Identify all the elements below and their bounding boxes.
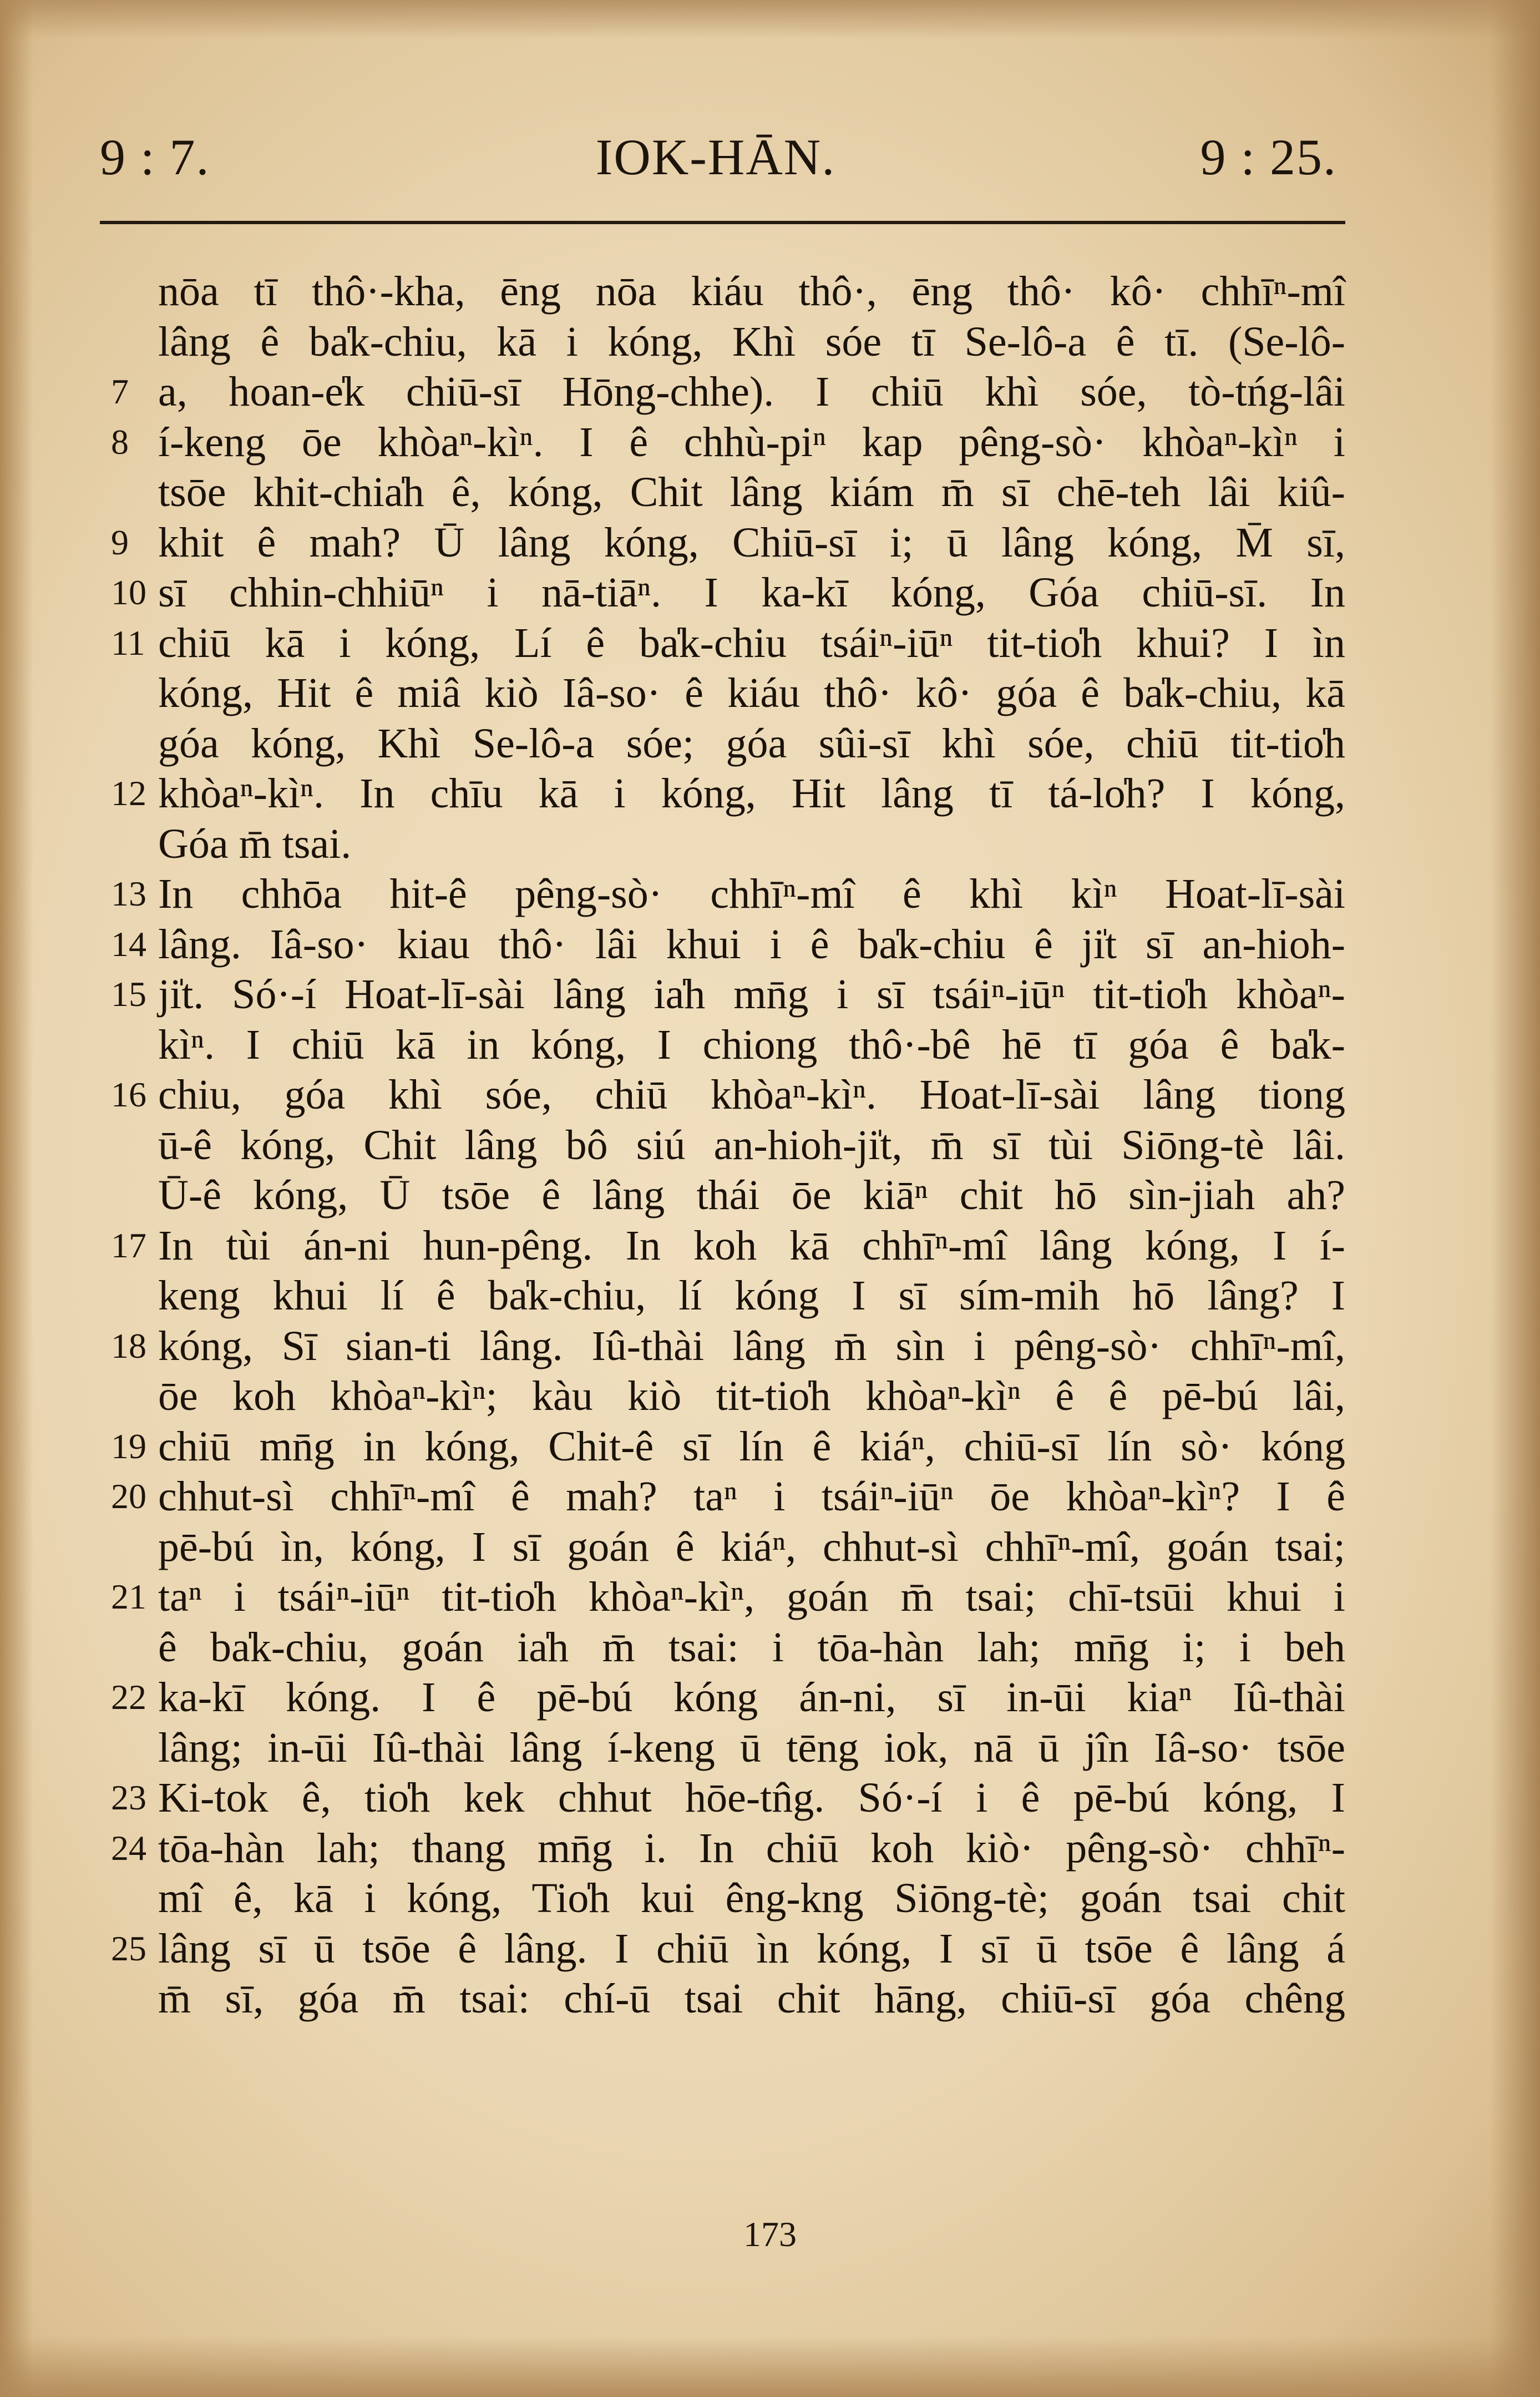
header-chapter-verse-end: 9 : 25. <box>1200 129 1337 185</box>
header-rule <box>100 221 1345 224</box>
text-line: chiū mn̄g in kóng, Chit-ê sī lín ê kiáⁿ, chiū-sī lín sò· kóng <box>158 1423 1345 1470</box>
text-line: chiū kā i kóng, Lí ê ba̍k-chiu tsáiⁿ-iūⁿ tit-tio̍h khui? I ìn <box>158 619 1345 666</box>
text-line: taⁿ i tsáiⁿ-iūⁿ tit-tio̍h khòaⁿ-kìⁿ, goán m̄ tsai; chī-tsūi khui i <box>158 1574 1345 1620</box>
verse-number: 21 <box>111 1577 146 1616</box>
scripture-text <box>158 266 1345 2024</box>
text-line: Ū-ê kóng, Ū tsōe ê lâng thái ōe kiāⁿ chit hō sìn-jiah ah? <box>158 1172 1345 1218</box>
header-book-title: IOK-HĀN. <box>595 129 836 185</box>
verse-number: 13 <box>111 874 146 913</box>
page-edge-shadow-right <box>1490 0 1540 2397</box>
header-chapter-verse-start: 9 : 7. <box>100 129 210 185</box>
text-line: kìⁿ. I chiū kā in kóng, I chiong thô·-bê hē tī góa ê ba̍k- <box>158 1021 1345 1068</box>
page-edge-shadow-left <box>0 0 33 2397</box>
verse-number: 10 <box>111 573 146 612</box>
verse-number: 25 <box>111 1928 146 1968</box>
verse-number: 12 <box>111 773 146 813</box>
text-line: í-keng ōe khòaⁿ-kìⁿ. I ê chhù-piⁿ kap pêng-sò· khòaⁿ-kìⁿ i <box>158 418 1345 466</box>
text-line: chiu, góa khì sóe, chiū khòaⁿ-kìⁿ. Hoat-lī-sài lâng tiong <box>158 1071 1345 1118</box>
verse-number: 11 <box>111 623 145 663</box>
text-line: In tùi án-ni hun-pêng. In koh kā chhīⁿ-mî lâng kóng, I í- <box>158 1222 1345 1269</box>
verse-number: 23 <box>111 1778 146 1817</box>
verse-number: 15 <box>111 974 146 1014</box>
verse-number: 9 <box>111 522 129 562</box>
page-edge-shadow-bottom <box>0 2336 1540 2397</box>
verse-number: 20 <box>111 1476 146 1516</box>
verse-number: 17 <box>111 1225 146 1265</box>
text-line: khit ê mah? Ū lâng kóng, Chiū-sī i; ū lâng kóng, M̄ sī, <box>158 519 1345 566</box>
text-line: Ki-tok ê, tio̍h kek chhut hōe-tn̂g. Só·-í i ê pē-bú kóng, I <box>158 1774 1345 1821</box>
page-number: 173 <box>743 2214 797 2254</box>
text-line: ōe koh khòaⁿ-kìⁿ; kàu kiò tit-tio̍h khòaⁿ-kìⁿ ê ê pē-bú lâi, <box>158 1373 1345 1419</box>
text-line: lâng sī ū tsōe ê lâng. I chiū ìn kóng, I sī ū tsōe ê lâng á <box>158 1925 1345 1972</box>
text-line: chhut-sì chhīⁿ-mî ê mah? taⁿ i tsáiⁿ-iūⁿ ōe khòaⁿ-kìⁿ? I ê <box>158 1473 1345 1520</box>
running-header <box>89 128 1343 189</box>
verse-number: 24 <box>111 1828 146 1868</box>
text-line: lâng ê ba̍k-chiu, kā i kóng, Khì sóe tī Se-lô-a ê tī. (Se-lô- <box>158 318 1345 365</box>
text-line: lâng; in-ūi Iû-thài lâng í-keng ū tēng iok, nā ū jîn Iâ-so· tsōe <box>158 1724 1345 1771</box>
text-line: kóng, Sī sian-ti lâng. Iû-thài lâng m̄ sìn i pêng-sò· chhīⁿ-mî, <box>158 1322 1345 1369</box>
text-line: ka-kī kóng. I ê pē-bú kóng án-ni, sī in-ūi kiaⁿ Iû-thài <box>158 1674 1345 1721</box>
text-line: mî ê, kā i kóng, Tio̍h kui êng-kng Siōng-tè; goán tsai chit <box>158 1875 1345 1921</box>
page-edge-shadow-top <box>0 0 1540 39</box>
text-line: ji̍t. Só·-í Hoat-lī-sài lâng ia̍h mn̄g i sī tsáiⁿ-iūⁿ tit-tio̍h khòaⁿ- <box>158 971 1345 1018</box>
verse-number-column <box>111 0 161 2397</box>
text-line: lâng. Iâ-so· kiau thô· lâi khui i ê ba̍k-chiu ê ji̍t sī an-hioh- <box>158 921 1345 968</box>
verse-number: 19 <box>111 1426 146 1466</box>
verse-number: 18 <box>111 1326 146 1366</box>
text-line: ê ba̍k-chiu, goán ia̍h m̄ tsai: i tōa-hàn lah; mn̄g i; i beh <box>158 1624 1345 1671</box>
text-line: tōa-hàn lah; thang mn̄g i. In chiū koh kiò· pêng-sò· chhīⁿ- <box>158 1824 1345 1872</box>
text-line: góa kóng, Khì Se-lô-a sóe; góa sûi-sī khì sóe, chiū tit-tio̍h <box>158 720 1345 767</box>
verse-number: 7 <box>111 372 129 411</box>
text-line: tsōe khit-chia̍h ê, kóng, Chit lâng kiám m̄ sī chē-teh lâi kiû- <box>158 469 1345 515</box>
verse-number: 16 <box>111 1075 146 1114</box>
text-line: In chhōa hit-ê pêng-sò· chhīⁿ-mî ê khì kìⁿ Hoat-lī-sài <box>158 871 1345 917</box>
text-line: Góa m̄ tsai. <box>158 820 352 867</box>
verse-number: 8 <box>111 422 129 462</box>
verse-number: 14 <box>111 924 146 964</box>
text-line: kóng, Hit ê miâ kiò Iâ-so· ê kiáu thô· kô· góa ê ba̍k-chiu, kā <box>158 670 1345 716</box>
text-line: ū-ê kóng, Chit lâng bô siú an-hioh-ji̍t, m̄ sī tùi Siōng-tè lâi. <box>158 1121 1345 1169</box>
text-line: keng khui lí ê ba̍k-chiu, lí kóng I sī sím-mih hō lâng? I <box>158 1272 1345 1319</box>
text-line: nōa tī thô·-kha, ēng nōa kiáu thô·, ēng thô· kô· chhīⁿ-mî <box>158 268 1345 315</box>
text-line: a, hoan-e̍k chiū-sī Hōng-chhe). I chiū khì sóe, tò-tńg-lâi <box>158 368 1345 415</box>
text-line: m̄ sī, góa m̄ tsai: chí-ū tsai chit hāng, chiū-sī góa chêng <box>158 1975 1345 2022</box>
verse-number: 22 <box>111 1677 146 1717</box>
text-line: sī chhin-chhiūⁿ i nā-tiāⁿ. I ka-kī kóng, Góa chiū-sī. In <box>158 569 1345 616</box>
text-line: khòaⁿ-kìⁿ. In chīu kā i kóng, Hit lâng tī tá-lo̍h? I kóng, <box>158 770 1345 817</box>
text-line: pē-bú ìn, kóng, I sī goán ê kiáⁿ, chhut-sì chhīⁿ-mî, goán tsai; <box>158 1523 1345 1570</box>
